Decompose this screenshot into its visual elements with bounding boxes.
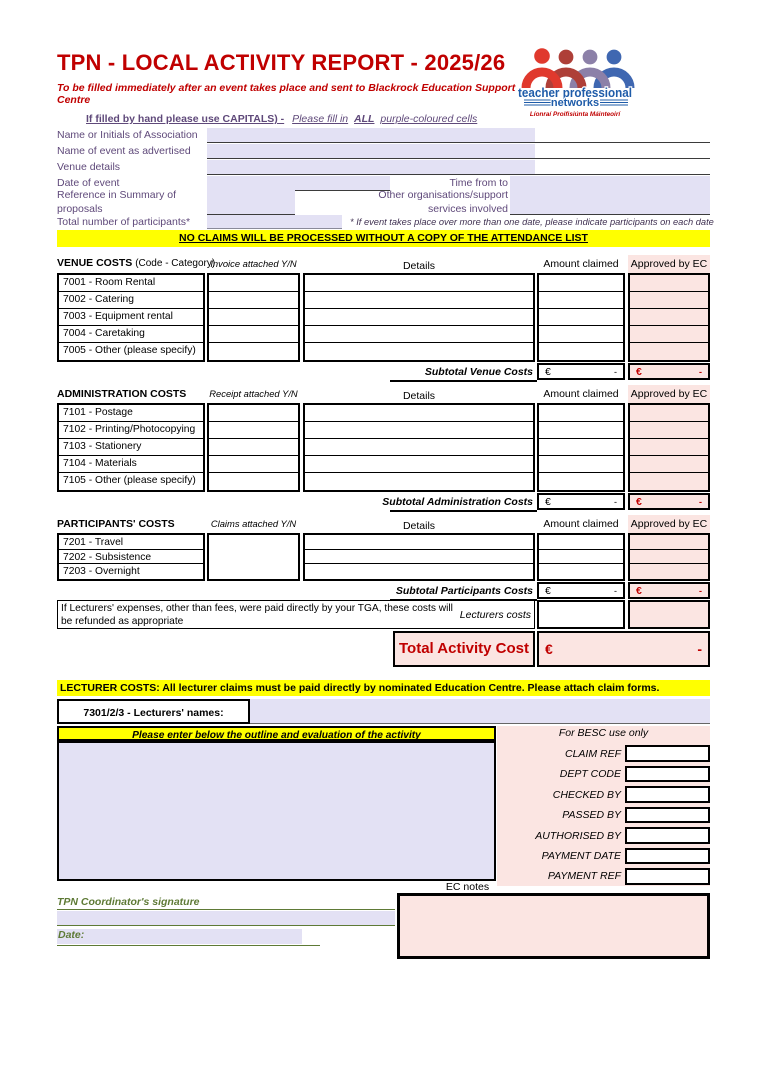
venue-row-label: 7001 - Room Rental	[59, 275, 203, 292]
venue-details-cell[interactable]	[305, 275, 533, 292]
admin-approved-cell[interactable]	[630, 405, 708, 422]
lecturer-costs-banner	[57, 680, 710, 696]
admin-amount-cell[interactable]	[539, 473, 623, 490]
participants-row-label: 7201 - Travel	[59, 535, 203, 550]
admin-approved-cell[interactable]	[630, 473, 708, 490]
venue-amount-column	[537, 273, 625, 362]
passed-by-input[interactable]	[625, 807, 710, 824]
event-name-label: Name of event as advertised	[57, 145, 191, 157]
admin-section-title: ADMINISTRATION COSTS	[57, 388, 187, 400]
admin-details-cell[interactable]	[305, 439, 533, 456]
instruction-italic-all: ALL	[354, 113, 375, 125]
venue-details-cell[interactable]	[305, 309, 533, 326]
besc-field-label: CLAIM REF	[564, 748, 621, 760]
participants-row-label: 7203 - Overnight	[63, 566, 140, 578]
participants-approved-column	[628, 533, 710, 581]
venue-attach-cell[interactable]	[209, 326, 298, 343]
admin-subtotal-label: Subtotal Administration Costs	[382, 496, 533, 508]
participants-attach-cell[interactable]	[207, 533, 300, 581]
venue-amount-cell[interactable]	[539, 309, 623, 326]
coordinator-signature-label: TPN Coordinator's signature	[57, 896, 200, 908]
admin-subtotal-amount: € -	[537, 493, 625, 510]
payment-ref-input[interactable]	[625, 868, 710, 885]
participants-details-cell[interactable]	[305, 564, 533, 579]
venue-details-cell[interactable]	[305, 292, 533, 309]
admin-category-column	[57, 403, 205, 492]
participants-note: * If event takes place over more than one date, please indicate participants on each date	[350, 217, 714, 227]
ec-notes-label: EC notes	[445, 881, 490, 893]
venue-amount-header: Amount claimed	[543, 258, 619, 270]
venue-category-column	[57, 273, 205, 362]
participants-section-title: PARTICIPANTS' COSTS	[57, 518, 175, 530]
participants-row-label: 7202 - Subsistence	[59, 550, 203, 565]
evaluation-banner-text: Please enter below the outline and evaluation of the activity	[132, 730, 421, 741]
participants-attach-header: Claims attached Y/N	[210, 518, 297, 529]
authorised-by-input[interactable]	[625, 827, 710, 844]
venue-details-cell[interactable]	[305, 343, 533, 360]
lecturers-names-label: 7301/2/3 - Lecturers' names:	[83, 707, 224, 719]
admin-attach-cell[interactable]	[209, 439, 298, 456]
lecturer-costs-banner-text: LECTURER COSTS: All lecturer claims must be paid directly by nominated Education Centre. Please attach claim forms.	[60, 682, 660, 694]
admin-attach-header: Receipt attached Y/N	[209, 388, 298, 399]
admin-attach-column	[207, 403, 300, 492]
admin-attach-cell[interactable]	[209, 405, 298, 422]
venue-details-cell[interactable]	[305, 326, 533, 343]
signature-top-rule	[57, 909, 395, 910]
admin-approved-column	[628, 403, 710, 492]
admin-attach-cell[interactable]	[209, 422, 298, 439]
admin-attach-cell[interactable]	[209, 456, 298, 473]
venue-approved-cell[interactable]	[630, 309, 708, 326]
time-label: Time from to	[449, 177, 508, 189]
participants-amount-column	[537, 533, 625, 581]
besc-panel	[497, 741, 710, 886]
event-name-input[interactable]	[207, 144, 535, 158]
participants-approved-cell[interactable]	[630, 564, 708, 579]
participants-details-column	[303, 533, 535, 581]
venue-details-header: Details	[402, 260, 436, 272]
checked-by-input[interactable]	[625, 786, 710, 803]
admin-details-column	[303, 403, 535, 492]
admin-details-header: Details	[402, 390, 436, 402]
lecturer-expense-note: If Lecturers' expenses, other than fees, were paid directly by your TGA, these costs will be refunded as appropriate	[61, 603, 453, 627]
participants-approved-cell[interactable]	[630, 550, 708, 565]
venue-subtotal-approved: € -	[628, 363, 710, 380]
venue-row-label: 7002 - Catering	[59, 292, 203, 309]
admin-amount-header: Amount claimed	[543, 388, 619, 400]
signature-input[interactable]	[57, 911, 395, 926]
venue-attach-cell[interactable]	[209, 275, 298, 292]
reference-input[interactable]	[207, 189, 295, 215]
instruction-italic-pre: Please fill in	[292, 113, 349, 125]
venue-approved-cell[interactable]	[630, 275, 708, 292]
besc-field-label: AUTHORISED BY	[535, 830, 621, 842]
besc-field-label: CHECKED BY	[552, 789, 621, 801]
admin-approved-cell[interactable]	[630, 456, 708, 473]
people-icon	[526, 48, 630, 88]
besc-field-label: PAYMENT DATE	[541, 850, 621, 862]
participants-details-header: Details	[402, 520, 436, 532]
dept-code-input[interactable]	[625, 766, 710, 783]
association-underline	[207, 128, 710, 143]
event-date-label: Date of event	[57, 177, 120, 189]
admin-amount-cell[interactable]	[539, 422, 623, 439]
venue-details-label: Venue details	[57, 161, 121, 173]
admin-row-label: 7104 - Materials	[59, 456, 203, 473]
other-org-input[interactable]	[510, 189, 710, 215]
lecturers-costs-approved-cell[interactable]	[628, 600, 710, 629]
venue-attach-cell[interactable]	[209, 343, 298, 360]
participants-subtotal-amount: € -	[537, 582, 625, 599]
participants-approved-cell[interactable]	[630, 535, 708, 550]
lecturers-costs-amount-cell[interactable]	[537, 600, 625, 629]
logo-text-line1: teacher professional	[518, 85, 632, 100]
venue-amount-cell[interactable]	[539, 275, 623, 292]
venue-amount-cell[interactable]	[539, 326, 623, 343]
event-name-underline	[207, 144, 710, 159]
venue-subtotal-rule	[390, 380, 537, 382]
lecturers-names-label-cell	[57, 699, 250, 724]
venue-approved-cell[interactable]	[630, 326, 708, 343]
admin-details-cell[interactable]	[305, 456, 533, 473]
date-label: Date:	[58, 929, 85, 941]
venue-approved-header: Approved by EC	[628, 255, 710, 273]
participants-details-cell[interactable]	[305, 550, 533, 565]
besc-field-label: PAYMENT REF	[547, 870, 621, 882]
admin-details-cell[interactable]	[305, 405, 533, 422]
lecturer-expense-note-box	[57, 600, 535, 629]
payment-date-input[interactable]	[625, 848, 710, 865]
page-title: TPN - LOCAL ACTIVITY REPORT - 2025/26	[57, 50, 506, 75]
total-activity-cost-value-cell: € -	[537, 631, 710, 667]
admin-row-label: 7101 - Postage	[59, 405, 203, 422]
participants-details-cell[interactable]	[305, 535, 533, 550]
evaluation-textarea[interactable]	[57, 741, 496, 881]
venue-subtotal-amount: € -	[537, 363, 625, 380]
admin-subtotal-rule	[390, 510, 537, 512]
evaluation-banner	[57, 726, 496, 741]
venue-row-label: 7005 - Other (please specify)	[63, 345, 196, 356]
participants-amount-cell[interactable]	[539, 535, 623, 550]
venue-details-input[interactable]	[207, 160, 535, 174]
page-subtitle: To be filled immediately after an event takes place and sent to Blackrock Education Support Centre	[57, 82, 516, 106]
participants-total-input[interactable]	[207, 215, 342, 229]
ec-notes-box[interactable]	[397, 893, 710, 959]
venue-attach-cell[interactable]	[209, 309, 298, 326]
venue-attach-cell[interactable]	[209, 292, 298, 309]
participants-total-label: Total number of participants*	[57, 216, 191, 228]
instruction-bold: If filled by hand please use CAPITALS) -	[86, 113, 285, 125]
admin-row-label: 7105 - Other (please specify)	[63, 475, 196, 486]
attendance-banner	[57, 230, 710, 247]
venue-approved-cell[interactable]	[630, 343, 708, 360]
participants-subtotal-approved: € -	[628, 582, 710, 599]
venue-details-column	[303, 273, 535, 362]
association-input[interactable]	[207, 128, 535, 142]
participants-amount-cell[interactable]	[539, 550, 623, 565]
venue-attach-column	[207, 273, 300, 362]
lecturers-names-input[interactable]	[250, 699, 710, 724]
admin-amount-cell[interactable]	[539, 439, 623, 456]
venue-subtotal-label: Subtotal Venue Costs	[424, 366, 533, 378]
venue-approved-column	[628, 273, 710, 362]
participants-approved-header: Approved by EC	[628, 515, 710, 533]
logo-text-line2: networks	[550, 97, 600, 109]
total-activity-cost-label: Total Activity Cost	[398, 640, 529, 657]
besc-field-label: DEPT CODE	[559, 768, 621, 780]
participants-category-column	[57, 533, 205, 581]
instruction-italic-post: purple-coloured cells	[380, 113, 478, 125]
admin-row-label: 7102 - Printing/Photocopying	[59, 422, 203, 439]
venue-row-label: 7004 - Caretaking	[59, 326, 203, 343]
claim-ref-input[interactable]	[625, 745, 710, 762]
total-activity-cost-label-cell	[393, 631, 535, 667]
venue-amount-cell[interactable]	[539, 343, 623, 360]
admin-attach-cell[interactable]	[209, 473, 298, 490]
venue-attach-header: Invoice attached Y/N	[210, 258, 297, 269]
venue-details-underline	[207, 160, 710, 175]
admin-amount-cell[interactable]	[539, 456, 623, 473]
tpn-logo	[514, 42, 636, 118]
admin-approved-cell[interactable]	[630, 439, 708, 456]
admin-details-cell[interactable]	[305, 473, 533, 490]
admin-approved-cell[interactable]	[630, 422, 708, 439]
date-rule	[57, 945, 320, 946]
attendance-banner-text: NO CLAIMS WILL BE PROCESSED WITHOUT A COPY OF THE ATTENDANCE LIST	[179, 232, 588, 244]
admin-amount-cell[interactable]	[539, 405, 623, 422]
participants-amount-header: Amount claimed	[543, 518, 619, 530]
venue-row-label: 7003 - Equipment rental	[59, 309, 203, 326]
handwriting-instruction	[86, 113, 566, 125]
admin-subtotal-approved: € -	[628, 493, 710, 510]
venue-section-title: VENUE COSTS (Code - Category)	[57, 257, 216, 269]
besc-field-label: PASSED BY	[562, 809, 621, 821]
venue-approved-cell[interactable]	[630, 292, 708, 309]
admin-amount-column	[537, 403, 625, 492]
participants-amount-cell[interactable]	[539, 564, 623, 579]
reference-label: Reference in Summary of proposals	[57, 189, 177, 215]
logo-text-line3: Líonraí Proifisiúnta Máinteoirí	[529, 111, 621, 118]
venue-amount-cell[interactable]	[539, 292, 623, 309]
besc-use-only-header: For BESC use only	[497, 726, 710, 741]
participants-subtotal-label: Subtotal Participants Costs	[395, 585, 533, 597]
other-org-label: Other organisations/support services involved	[378, 189, 508, 215]
admin-approved-header: Approved by EC	[628, 385, 710, 403]
admin-details-cell[interactable]	[305, 422, 533, 439]
admin-row-label: 7103 - Stationery	[59, 439, 203, 456]
lecturers-costs-label: Lecturers costs	[459, 609, 531, 621]
association-label: Name or Initials of Association	[57, 129, 198, 141]
date-input[interactable]	[57, 929, 302, 944]
